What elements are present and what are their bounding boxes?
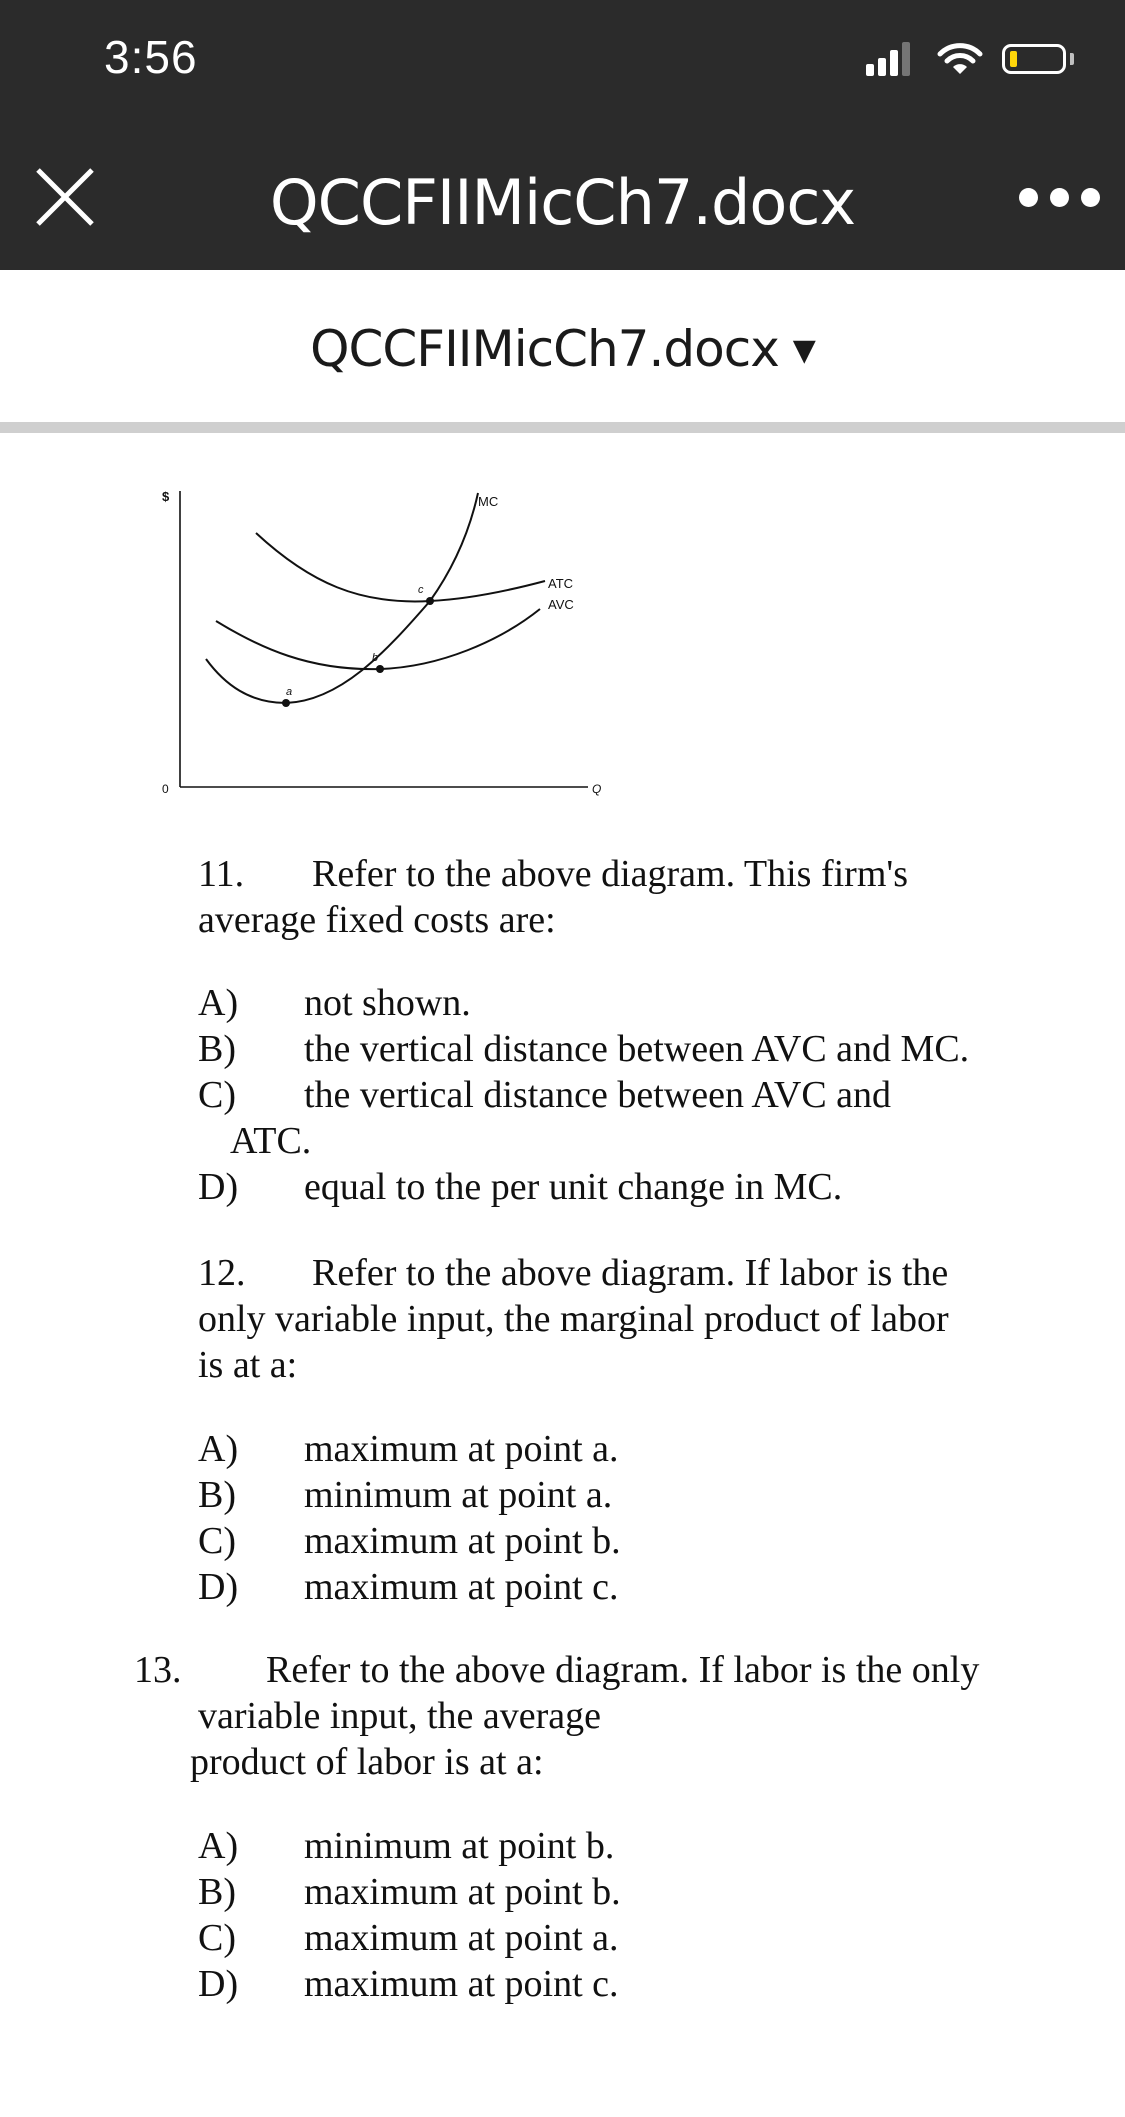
point-b-label: b: [372, 652, 379, 664]
caret-down-icon: ▼: [792, 333, 815, 368]
mc-label: MC: [478, 494, 499, 509]
cost-curves-diagram: [150, 483, 630, 803]
wifi-icon: [936, 42, 984, 76]
question-text: is at a:: [198, 1344, 298, 1386]
document-title: QCCFIIMicCh7.docx: [310, 320, 779, 378]
battery-icon: [1002, 44, 1066, 74]
x-axis-label: Q: [592, 782, 602, 796]
atc-curve: [256, 533, 545, 601]
point-b: [376, 665, 384, 673]
option-12-a: A) maximum at point a.: [198, 1428, 619, 1470]
question-text: average fixed costs are:: [198, 899, 556, 941]
option-13-a: A) minimum at point b.: [198, 1825, 615, 1867]
question-12: [198, 1250, 949, 1388]
question-11: [198, 851, 908, 943]
option-13-b: B) maximum at point b.: [198, 1871, 621, 1913]
more-options-button[interactable]: [1019, 182, 1101, 212]
point-c-label: c: [418, 584, 424, 596]
mc-curve: [206, 493, 478, 703]
question-text: product of labor is at a:: [190, 1741, 544, 1783]
point-a-label: a: [286, 686, 293, 698]
option-12-c: C) maximum at point b.: [198, 1520, 621, 1562]
question-text: Refer to the above diagram. If labor is the: [312, 1252, 949, 1294]
option-12-b: B) minimum at point a.: [198, 1474, 613, 1516]
status-icons: [866, 40, 1086, 80]
document-header: [0, 270, 1125, 422]
y-axis-label: $: [162, 489, 170, 504]
question-text: only variable input, the marginal product of labor: [198, 1298, 949, 1340]
atc-label: ATC: [548, 576, 574, 591]
point-c: [426, 597, 434, 605]
point-a: [282, 699, 290, 707]
option-11-c-continued: ATC.: [230, 1120, 312, 1162]
status-time: 3:56: [104, 31, 198, 83]
status-bar: [0, 0, 1125, 122]
question-text: Refer to the above diagram. This firm's: [312, 853, 909, 895]
option-11-d: D) equal to the per unit change in MC.: [198, 1166, 843, 1208]
avc-label: AVC: [548, 597, 574, 612]
option-11-c: C) the vertical distance between AVC and: [198, 1074, 892, 1116]
document-title-dropdown[interactable]: [0, 320, 1125, 378]
question-text: Refer to the above diagram. If labor is the only: [266, 1649, 980, 1691]
question-number: 12.: [198, 1252, 246, 1294]
nav-bar: [0, 122, 1125, 270]
origin-label: 0: [162, 782, 169, 796]
more-icon: [1019, 188, 1038, 207]
option-11-b: B) the vertical distance between AVC and MC.: [198, 1028, 970, 1070]
option-11-a: A) not shown.: [198, 982, 471, 1024]
question-number: 11.: [198, 853, 245, 895]
question-text: variable input, the average: [198, 1695, 602, 1737]
option-12-d: D) maximum at point c.: [198, 1566, 619, 1608]
option-13-c: C) maximum at point a.: [198, 1917, 619, 1959]
question-number: 13.: [134, 1649, 182, 1691]
option-13-d: D) maximum at point c.: [198, 1963, 619, 2005]
document-content: [0, 433, 1125, 2117]
question-13: [134, 1647, 979, 1785]
header-divider: [0, 422, 1125, 433]
signal-icon: [866, 40, 918, 76]
nav-title: QCCFIIMicCh7.docx: [269, 166, 856, 239]
